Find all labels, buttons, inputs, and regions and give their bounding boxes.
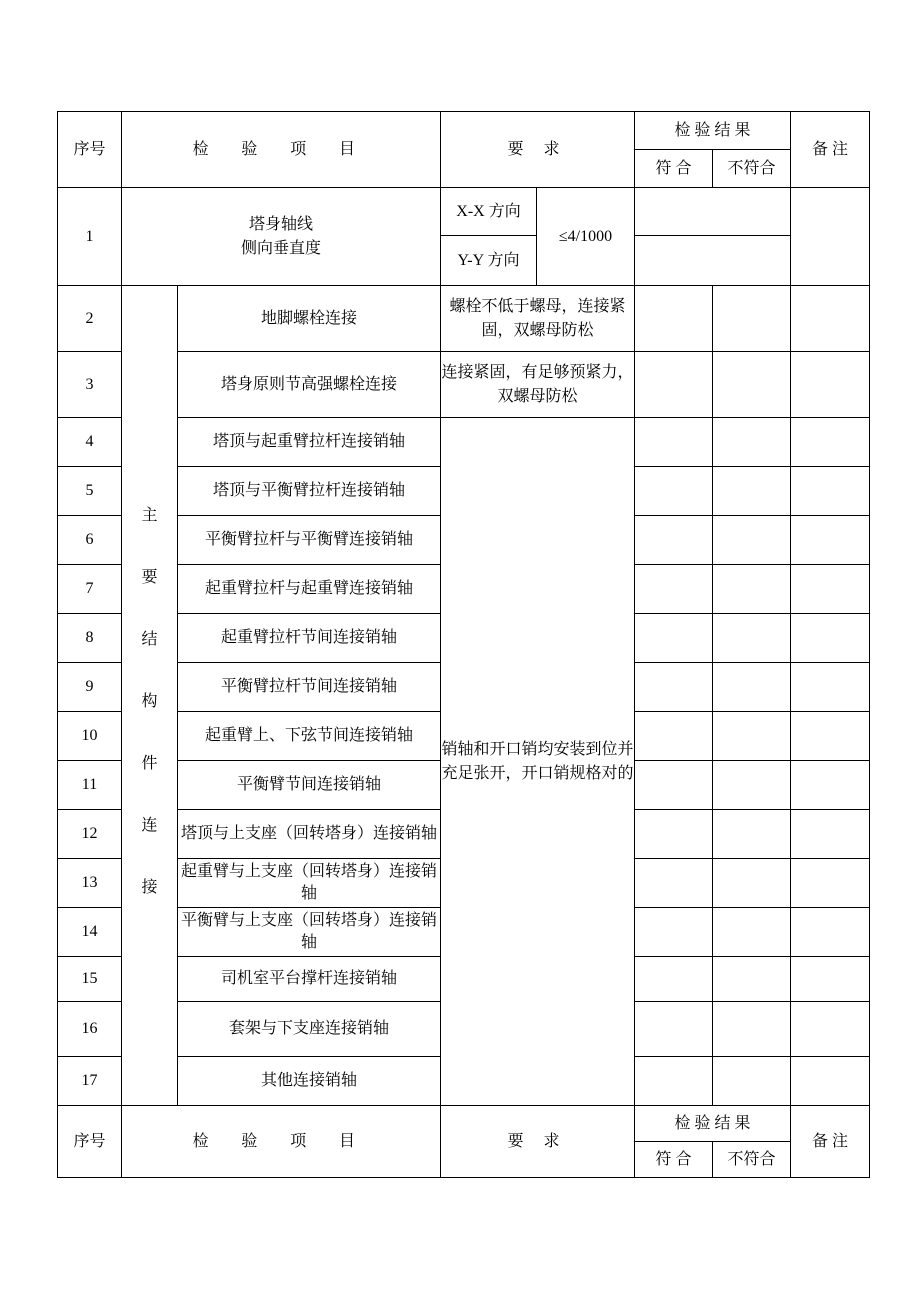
header-requirement: 要 求 <box>441 112 635 188</box>
header-fail: 不符合 <box>713 150 791 188</box>
group-label <box>122 286 178 1106</box>
remark-cell[interactable] <box>791 908 870 957</box>
group-label-char: 主 <box>141 506 158 524</box>
tolerance-value: ≤4/1000 <box>537 188 635 286</box>
result-cell[interactable] <box>635 236 791 286</box>
footer-header-result: 检 验 结 果 <box>635 1106 791 1142</box>
row-item: 起重臂上、下弦节间连接销轴 <box>178 712 441 761</box>
row-item: 塔身原则节高强螺栓连接 <box>178 352 441 418</box>
group-label-char: 件 <box>141 754 158 772</box>
row-number: 6 <box>58 516 122 565</box>
remark-cell[interactable] <box>791 859 870 908</box>
pass-cell[interactable] <box>635 810 713 859</box>
table-row <box>58 418 870 467</box>
fail-cell[interactable] <box>713 352 791 418</box>
table-row <box>58 286 870 352</box>
fail-cell[interactable] <box>713 663 791 712</box>
row-item: 平衡臂与上支座（回转塔身）连接销轴 <box>178 908 441 957</box>
group-label-char: 要 <box>141 568 158 586</box>
group-label-char: 构 <box>141 692 158 710</box>
direction-y: Y-Y 方向 <box>441 236 537 286</box>
remark-cell[interactable] <box>791 286 870 352</box>
remark-cell[interactable] <box>791 352 870 418</box>
fail-cell[interactable] <box>713 908 791 957</box>
table-row <box>58 188 870 236</box>
header-pass: 符 合 <box>635 150 713 188</box>
row-item: 地脚螺栓连接 <box>178 286 441 352</box>
fail-cell[interactable] <box>713 859 791 908</box>
row-number: 11 <box>58 761 122 810</box>
row-item: 平衡臂拉杆节间连接销轴 <box>178 663 441 712</box>
row-number: 4 <box>58 418 122 467</box>
row-item <box>122 188 441 286</box>
row-item: 其他连接销轴 <box>178 1057 441 1106</box>
pass-cell[interactable] <box>635 614 713 663</box>
row-item: 司机室平台撑杆连接销轴 <box>178 957 441 1002</box>
fail-cell[interactable] <box>713 1002 791 1057</box>
row-item-line2: 侧向垂直度 <box>240 239 321 257</box>
remark-cell[interactable] <box>791 810 870 859</box>
pin-requirement: 销轴和开口销均安装到位并充足张开，开口销规格对的 <box>441 418 635 1106</box>
direction-x: X-X 方向 <box>441 188 537 236</box>
header-remark: 备 注 <box>791 112 870 188</box>
row-item: 平衡臂拉杆与平衡臂连接销轴 <box>178 516 441 565</box>
footer-header-seq: 序号 <box>58 1106 122 1178</box>
row-item: 起重臂拉杆与起重臂连接销轴 <box>178 565 441 614</box>
row-item: 塔顶与平衡臂拉杆连接销轴 <box>178 467 441 516</box>
footer-header-remark: 备 注 <box>791 1106 870 1178</box>
row-number: 16 <box>58 1002 122 1057</box>
footer-header-item: 检 验 项 目 <box>122 1106 441 1178</box>
header-seq: 序号 <box>58 112 122 188</box>
remark-cell[interactable] <box>791 1002 870 1057</box>
row-requirement: 螺栓不低于螺母，连接紧固，双螺母防松 <box>441 286 635 352</box>
remark-cell[interactable] <box>791 516 870 565</box>
remark-cell[interactable] <box>791 418 870 467</box>
remark-cell[interactable] <box>791 712 870 761</box>
pass-cell[interactable] <box>635 352 713 418</box>
fail-cell[interactable] <box>713 614 791 663</box>
fail-cell[interactable] <box>713 418 791 467</box>
pass-cell[interactable] <box>635 516 713 565</box>
inspection-table <box>57 111 870 1178</box>
result-cell[interactable] <box>635 188 791 236</box>
pass-cell[interactable] <box>635 859 713 908</box>
row-number: 8 <box>58 614 122 663</box>
header-item: 检 验 项 目 <box>122 112 441 188</box>
group-label-char: 连 <box>141 816 158 834</box>
pass-cell[interactable] <box>635 712 713 761</box>
row-number: 3 <box>58 352 122 418</box>
row-number: 12 <box>58 810 122 859</box>
table-row <box>58 352 870 418</box>
row-item: 平衡臂节间连接销轴 <box>178 761 441 810</box>
row-number: 13 <box>58 859 122 908</box>
pass-cell[interactable] <box>635 957 713 1002</box>
pass-cell[interactable] <box>635 663 713 712</box>
remark-cell[interactable] <box>791 957 870 1002</box>
fail-cell[interactable] <box>713 810 791 859</box>
footer-header-requirement: 要 求 <box>441 1106 635 1178</box>
remark-cell[interactable] <box>791 188 870 286</box>
row-number: 17 <box>58 1057 122 1106</box>
pass-cell[interactable] <box>635 1057 713 1106</box>
row-requirement: 连接紧固，有足够预紧力，双螺母防松 <box>441 352 635 418</box>
row-item: 起重臂与上支座（回转塔身）连接销轴 <box>178 859 441 908</box>
row-number: 15 <box>58 957 122 1002</box>
fail-cell[interactable] <box>713 286 791 352</box>
fail-cell[interactable] <box>713 516 791 565</box>
fail-cell[interactable] <box>713 761 791 810</box>
remark-cell[interactable] <box>791 1057 870 1106</box>
row-number: 9 <box>58 663 122 712</box>
row-item-line1: 塔身轴线 <box>248 215 313 233</box>
fail-cell[interactable] <box>713 467 791 516</box>
pass-cell[interactable] <box>635 467 713 516</box>
fail-cell[interactable] <box>713 565 791 614</box>
footer-header-fail: 不符合 <box>713 1142 791 1178</box>
remark-cell[interactable] <box>791 467 870 516</box>
header-result: 检 验 结 果 <box>635 112 791 150</box>
row-item: 塔顶与上支座（回转塔身）连接销轴 <box>178 810 441 859</box>
row-item: 起重臂拉杆节间连接销轴 <box>178 614 441 663</box>
group-label-char: 结 <box>141 630 158 648</box>
row-item: 塔顶与起重臂拉杆连接销轴 <box>178 418 441 467</box>
pass-cell[interactable] <box>635 761 713 810</box>
row-number: 1 <box>58 188 122 286</box>
remark-cell[interactable] <box>791 614 870 663</box>
remark-cell[interactable] <box>791 761 870 810</box>
row-number: 7 <box>58 565 122 614</box>
group-label-char: 接 <box>141 878 158 896</box>
pass-cell[interactable] <box>635 286 713 352</box>
fail-cell[interactable] <box>713 712 791 761</box>
header-row-top <box>58 112 870 150</box>
row-number: 10 <box>58 712 122 761</box>
footer-header-row-top <box>58 1106 870 1142</box>
remark-cell[interactable] <box>791 663 870 712</box>
row-number: 14 <box>58 908 122 957</box>
footer-header-pass: 符 合 <box>635 1142 713 1178</box>
row-number: 2 <box>58 286 122 352</box>
pass-cell[interactable] <box>635 1002 713 1057</box>
pass-cell[interactable] <box>635 565 713 614</box>
row-item: 套架与下支座连接销轴 <box>178 1002 441 1057</box>
remark-cell[interactable] <box>791 565 870 614</box>
pass-cell[interactable] <box>635 418 713 467</box>
pass-cell[interactable] <box>635 908 713 957</box>
fail-cell[interactable] <box>713 957 791 1002</box>
fail-cell[interactable] <box>713 1057 791 1106</box>
row-number: 5 <box>58 467 122 516</box>
